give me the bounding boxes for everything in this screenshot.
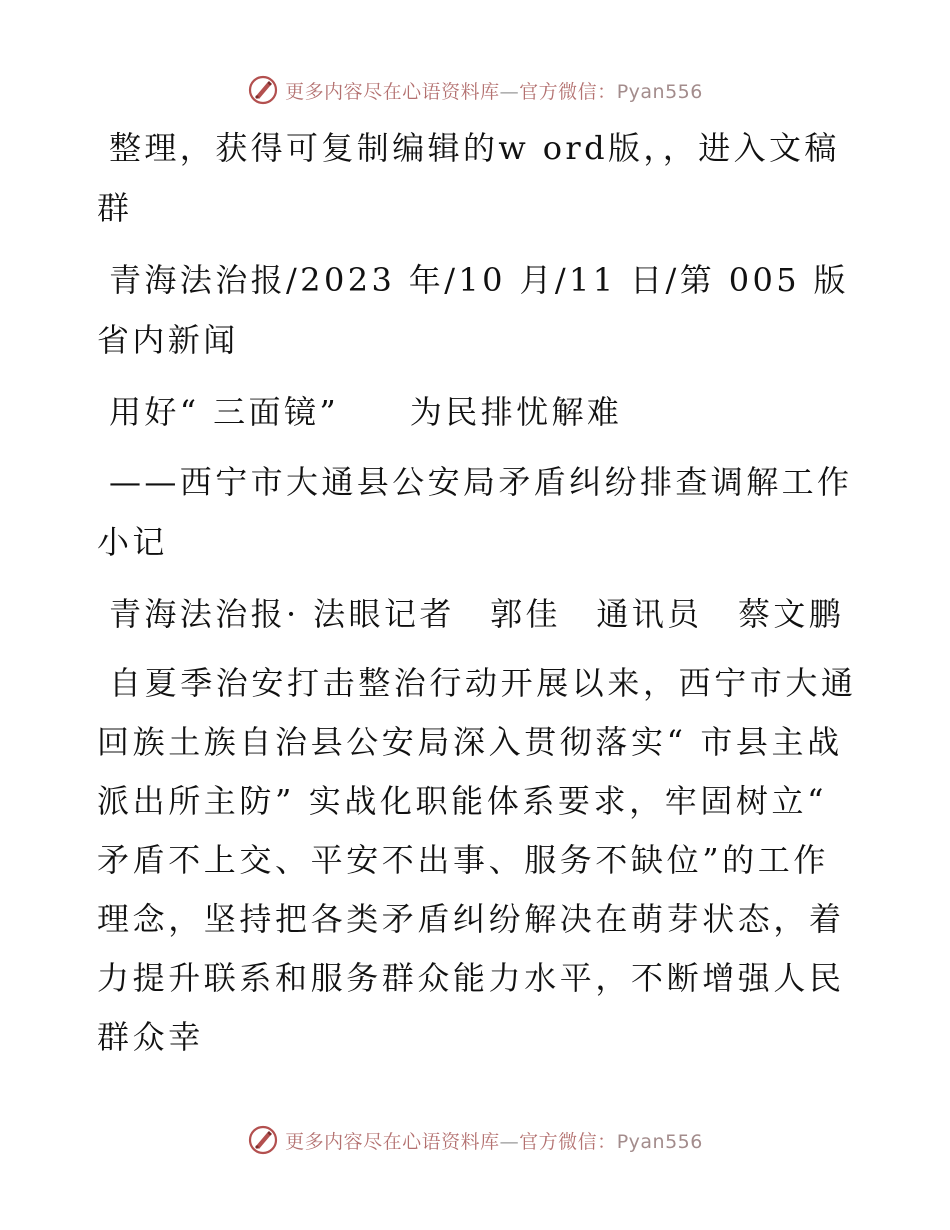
pen-seal-logo-icon (247, 74, 279, 106)
watermark-separator: — (499, 80, 520, 103)
watermark-main-text: 更多内容尽在心语资料库 (285, 80, 500, 103)
watermark-text (285, 1127, 703, 1154)
intro-paragraph: 整理，获得可复制编辑的w ord版，，进入文稿群 (97, 129, 840, 227)
source-line: 青海法治报/2023 年/10 月/11 日/第 005 版省内新闻 (97, 261, 849, 359)
watermark-wechat-id: Pyan556 (616, 1130, 703, 1153)
document-content (97, 118, 857, 1079)
watermark-wechat-label: 官方微信： (519, 1130, 617, 1153)
watermark-text (285, 77, 703, 104)
footer-watermark (0, 1120, 950, 1160)
article-subheadline: ——西宁市大通县公安局矛盾纠纷排查调解工作小记 (97, 463, 853, 561)
pen-seal-logo-icon (247, 1124, 279, 1156)
watermark-wechat-id: Pyan556 (616, 80, 703, 103)
watermark-wechat-label: 官方微信： (519, 80, 617, 103)
article-body-paragraph: 自夏季治安打击整治行动开展以来，西宁市大通回族土族自治县公安局深入贯彻落实“ 市县主战派出所主防” 实战化职能体系要求，牢固树立“ 矛盾不上交、平安不出事、服务不缺位”的工作理念，坚持把各类矛盾纠纷解决在萌芽状态，着力提升联系和服务群众能力水平，不断增强人民群众幸 (97, 664, 857, 1056)
watermark-main-text: 更多内容尽在心语资料库 (285, 1130, 500, 1153)
article-byline: 青海法治报· 法眼记者 郭佳 通讯员 蔡文鹏 (109, 595, 845, 633)
article-headline: 用好“ 三面镜” 为民排忧解难 (109, 393, 623, 431)
watermark-separator: — (499, 1130, 520, 1153)
header-watermark (0, 70, 950, 110)
